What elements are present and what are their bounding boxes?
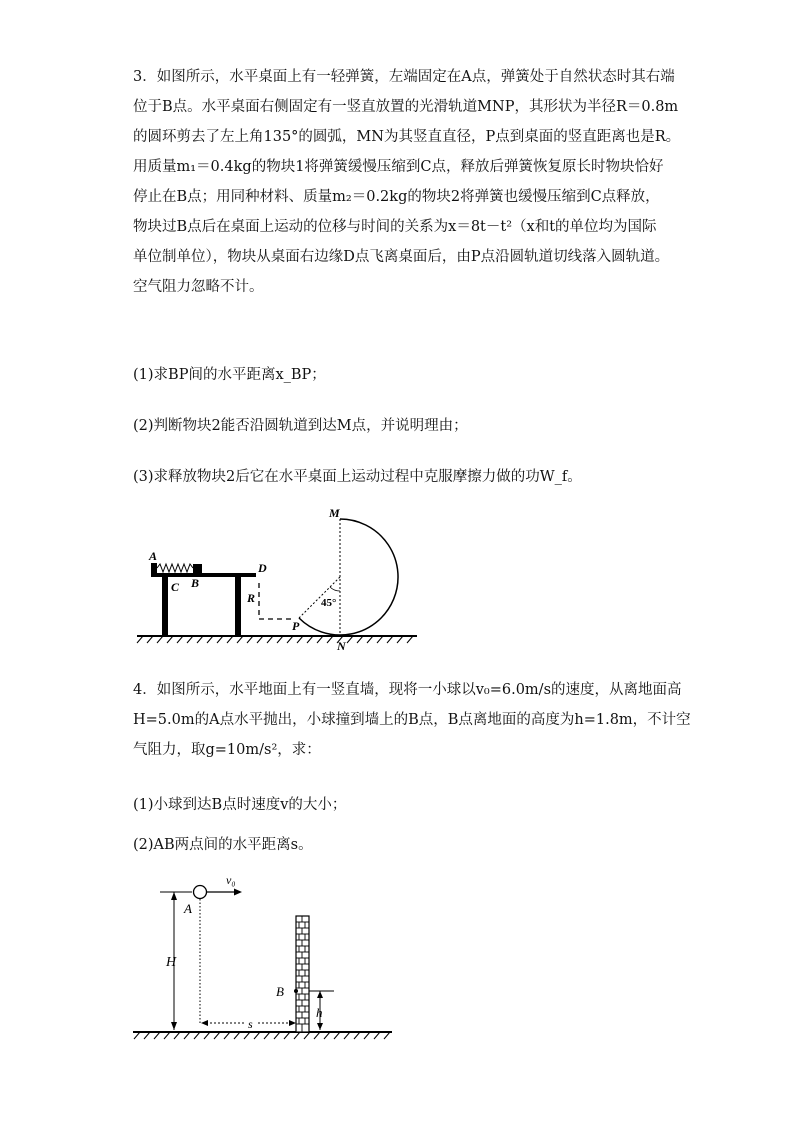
label-a: A [184, 901, 192, 916]
label-angle: 45° [321, 597, 337, 609]
problem-3-question-2: (2)判断物块2能否沿圆轨道到达M点，并说明理由； [133, 418, 468, 434]
problem-3-text [133, 62, 681, 302]
problem-3-figure [135, 505, 425, 655]
label-n: N [337, 639, 346, 653]
h-small-arrow-up [317, 991, 323, 998]
point-b [294, 989, 298, 993]
label-s: s [248, 1017, 253, 1031]
dashed-r-marker [259, 583, 295, 619]
problem-4-figure [130, 870, 400, 1050]
wall-block-a [151, 563, 157, 573]
label-m: M [329, 506, 340, 520]
problem-4-text [133, 675, 691, 765]
table-leg-right [235, 577, 241, 636]
circular-track [299, 519, 398, 635]
label-r: R [247, 591, 256, 605]
problem-3-question-1: (1)求BP间的水平距离x_BP； [133, 367, 326, 383]
problem-3-question-3: (3)求释放物块2后它在水平桌面上运动过程中克服摩擦力做的功W_f。 [133, 469, 582, 485]
label-b: B [191, 576, 200, 590]
label-c: C [171, 580, 180, 594]
ball-a [194, 886, 207, 899]
s-arrow-right [289, 1020, 296, 1026]
problem-4-question-2: (2)AB两点间的水平距离s。 [133, 837, 313, 853]
spring [157, 564, 193, 572]
h-arrow-up [171, 892, 177, 900]
problem-3-line-8: 空气阻力忽略不计。 [133, 279, 264, 295]
problem-4-line-3: 气阻力，取g=10m/s²，求： [133, 742, 321, 758]
label-b: B [276, 984, 284, 999]
label-d: D [258, 561, 267, 575]
label-a: A [149, 549, 158, 563]
brick-wall [296, 916, 309, 1032]
problem-3-line-2: 位于B点。水平桌面右侧固定有一竖直放置的光滑轨道MNP，其形状为半径R＝0.8m [133, 99, 679, 115]
problem-4-line-2: H=5.0m的A点水平抛出，小球撞到墙上的B点，B点离地面的高度为h=1.8m，不计空 [133, 712, 691, 728]
problem-3-line-5: 停止在B点；用同种材料、质量m₂＝0.2kg的物块2将弹簧也缓慢压缩到C点释放， [133, 189, 660, 205]
label-big-h: H [166, 955, 177, 970]
block-b [193, 564, 202, 573]
s-arrow-left [201, 1020, 208, 1026]
problem-3-line-4: 用质量m₁＝0.4kg的物块1将弹簧缓慢压缩到C点，释放后弹簧恢复原长时物块恰好 [133, 159, 664, 175]
problem-4-line-1: 4．如图所示，水平地面上有一竖直墙，现将一小球以v₀=6.0m/s的速度，从离地面高 [133, 682, 682, 698]
label-small-h: h [316, 1005, 323, 1020]
label-p: P [292, 619, 300, 633]
problem-3-line-3: 的圆环剪去了左上角135°的圆弧，MN为其竖直直径，P点到桌面的竖直距离也是R。 [133, 129, 681, 145]
velocity-arrowhead [234, 889, 242, 896]
angle-arc [330, 587, 340, 591]
ground-hatching [137, 636, 413, 643]
table-top [151, 573, 256, 577]
problem-4-question-1: (1)小球到达B点时速度v的大小； [133, 797, 347, 813]
label-v0: v₀ [226, 873, 236, 887]
h-arrow-down [171, 1022, 177, 1030]
problem-3-line-6: 物块过B点后在桌面上运动的位移与时间的关系为x＝8t－t²（x和t的单位均为国际 [133, 219, 657, 235]
problem-3-line-1: 3．如图所示，水平桌面上有一轻弹簧，左端固定在A点，弹簧处于自然状态时其右端 [133, 69, 675, 85]
h-small-arrow-down [317, 1023, 323, 1030]
table-leg-left [162, 577, 168, 636]
ground-hatching [134, 1032, 390, 1039]
problem-3-line-7: 单位制单位），物块从桌面右边缘D点飞离桌面后，由P点沿圆轨道切线落入圆轨道。 [133, 249, 670, 265]
